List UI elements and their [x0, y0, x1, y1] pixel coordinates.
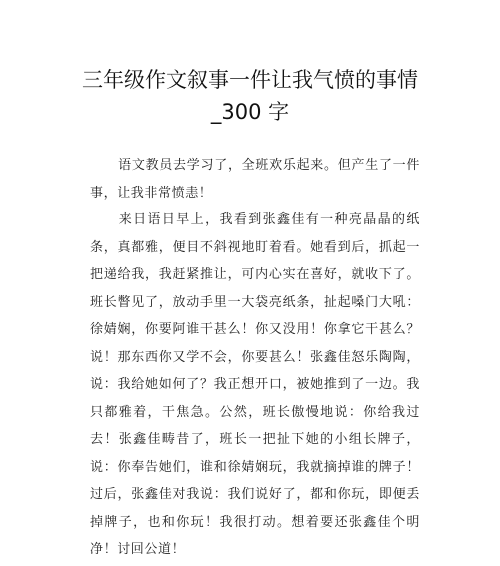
paragraph-2: [90, 206, 420, 564]
paragraph-1: [90, 152, 420, 207]
document-title-line-2: _300 字: [210, 100, 290, 124]
paragraph-1-text: 语文教员去学习了，全班欢乐起来。但产生了一件事，让我非常愤恚！: [90, 158, 420, 201]
document-title-line-1: 三年级作文叙事一件让我气愤的事情: [82, 68, 418, 92]
paragraph-2-text: 来日语日早上，我看到张鑫佳有一种亮晶晶的纸条，真都雅，便目不斜视地盯着看。她看到后，抓起一把递给我，我赶紧推让，可内心实在喜好，就收下了。班长瞥见了，放动手里一大袋亮纸条，扯起嗓门大吼：徐婧娴，你要阿谁干甚么！你又没用！你拿它干甚么？说！那东西你又学不会，你要甚么！张鑫佳怒乐陶陶，说：我给她如何了？我正想开口，被她推到了一边。我只都雅着，干焦急。公然，班长傲慢地说：你给我过去！张鑫佳畴昔了，班长一把扯下她的小组长牌子，说：你奉告她们，谁和徐婧娴玩，我就摘掉谁的牌子！过后，张鑫佳对我说：我们说好了，都和你玩，即便丢掉牌子，也和你玩！我很打动。想着要还张鑫佳个明净！讨回公道！: [90, 212, 420, 557]
